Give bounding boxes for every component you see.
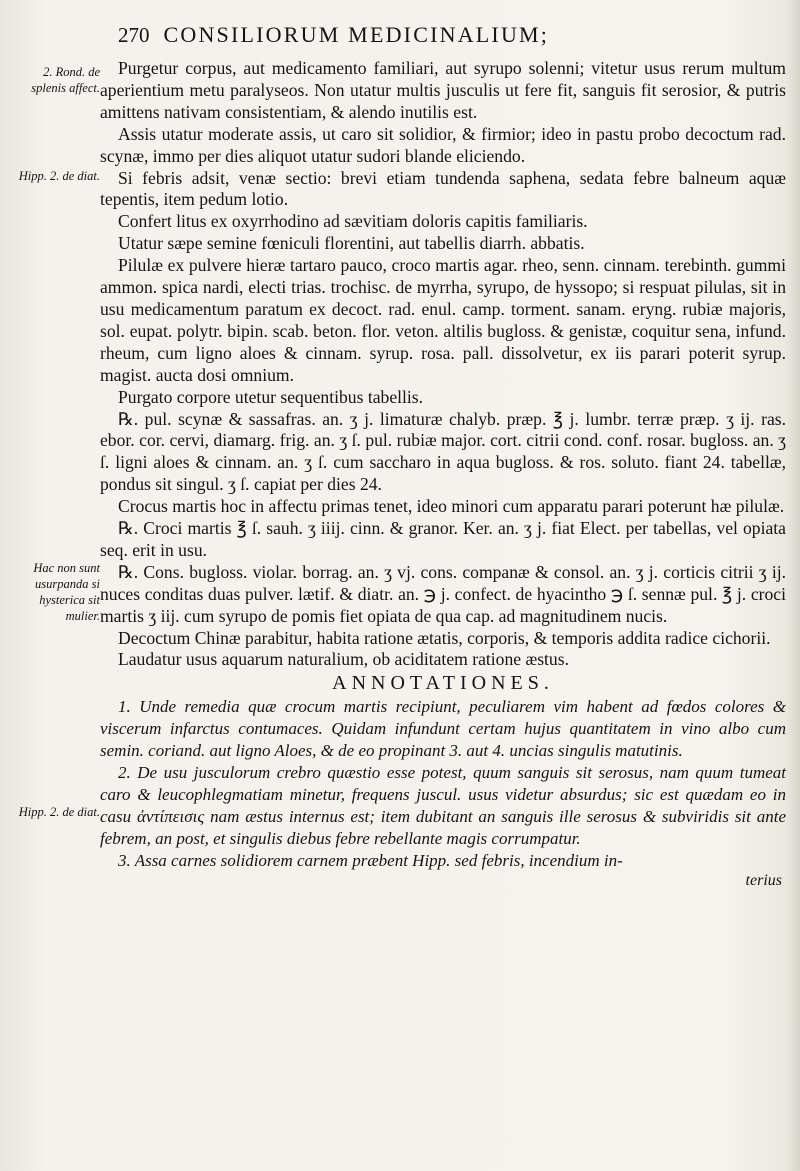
main-text: [100, 58, 786, 890]
page-number: 270: [118, 23, 150, 47]
page-header: [118, 22, 788, 52]
margin-note: Hipp. 2. de diat.: [18, 805, 100, 819]
paragraph: Pilulæ ex pulvere hieræ tartaro pauco, croco martis agar. rheo, senn. cinnam. terebinth. gummi ammon. spica nardi, electi trias. trochisc. de myrrha, syrupo, de hyssopo; si respuat pilulas, sit in usu medicamentum paratum ex decoct. rad. enul. camp. torment. sanam. eryng. rubiæ majoris, sol. eupat. polytr. bipin. scab. beton. flor. veton. altilis bugloss. & genistæ, coquitur sena, infund. rheum, cum ligno aloes & cinnam. syrup. rosa. pall. dissolvetur, ex iis parari poterit syrup. magist. aucta dosi omnium.: [100, 255, 786, 385]
margin-note: Hac non sunt usurpanda si hysterica sit mulier.: [33, 561, 100, 623]
annotation: 1. Unde remedia quæ crocum martis recipiunt, peculiarem vim habent ad fœdos colores & viscerum infarctus contumaces. Quidam infundunt certam hujus quantitatem in vino albo cum semin. coriand. aut ligno Aloes, & de eo propinant 3. aut 4. uncias singulis matutinis.: [100, 697, 786, 761]
page-edge-shadow: [786, 0, 800, 1171]
prescription: ℞. Croci martis ℥ ſ. sauh. ʒ iiij. cinn. & granor. Ker. an. ʒ j. fiat Elect. per tabellas, vel opiata seq. erit in usu.: [100, 518, 786, 560]
paragraph: Purgetur corpus, aut medicamento familiari, aut syrupo solenni; vitetur usus rerum multum aperientium metu paralyseos. Non utatur multis jusculis ut fere fit, sanguis fit serosior, & putris amittens nativam consistentiam, & alendo inutilis est.: [100, 58, 786, 122]
paragraph: Confert litus ex oxyrrhodino ad sævitiam doloris capitis familiaris.: [118, 211, 588, 232]
prescription: ℞. pul. scynæ & sassafras. an. ʒ j. limaturæ chalyb. præp. ℥ j. lumbr. terræ præp. ʒ ij. ras. ebor. cor. cervi, diamarg. frig. an. ʒ ſ. pul. rubiæ major. cort. citrii cond. conf. rosar. bugloss. an. ʒ ſ. ligni aloes & cinnam. an. ʒ ſ. cum saccharo in aqua bugloss. & ros. soluto. fiant 24. tabellæ, pondus sit singul. ʒ ſ. capiat per dies 24.: [100, 408, 786, 495]
paragraph: Purgato corpore utetur sequentibus tabellis.: [118, 386, 424, 407]
annotation: 3. Assa carnes solidiorem carnem præbent Hipp. sed febris, incendium in-: [118, 850, 623, 870]
prescription: ℞. Cons. bugloss. violar. borrag. an. ʒ vj. cons. companæ & consol. an. ʒ j. corticis citrii ʒ ij. nuces conditas duas pulver. lætif. & diatr. an. ℈ j. confect. de hyacintho ℈ ſ. sennæ pul. ℥ j. croci martis ʒ iij. cum syrupo de pomis fiet opiata de qua cap. ad magnitudinem nucis.: [100, 561, 786, 626]
paragraph: Laudatur usus aquarum naturalium, ob aciditatem ratione æstus.: [118, 649, 569, 670]
paragraph: Assis utatur moderate assis, ut caro sit solidior, & firmior; ideo in pastu probo decoctum rad. scynæ, immo per dies aliquot utatur sudori blande eliciendo.: [100, 123, 786, 166]
margin-note: 2. Rond. de splenis affect.: [31, 65, 100, 95]
paragraph: Si febris adsit, venæ sectio: brevi etiam tundenda saphena, sedata febre balneum aquæ tepentis, item pedum lotio.: [100, 167, 786, 210]
paragraph: Crocus martis hoc in affectu primas tenet, ideo minori cum apparatu parari poterunt hæ pilulæ.: [118, 496, 785, 517]
annotations-heading: ANNOTATIONES.: [332, 672, 554, 695]
running-title: CONSILIORUM MEDICINALIUM;: [163, 22, 550, 47]
paragraph: Decoctum Chinæ parabitur, habita ratione ætatis, corporis, & temporis addita radice cichorii.: [118, 627, 771, 648]
catchword: terius: [745, 871, 782, 889]
margin-note: Hipp. 2. de diat.: [18, 169, 100, 183]
annotation: 2. De usu jusculorum crebro quæstio esse potest, quum sanguis sit serosus, nam quum tumeat caro & leucophlegmatiam minetur, frequens juscul. usus videtur absurdus; sic est quædam eo in casu ἀντίπεισις nam æstus internus est; item dubitant an sanguis ille serosus & subviridis sit ante febrem, an post, et singulis diebus febre rebellante magis corrumpatur.: [100, 763, 786, 848]
paragraph: Utatur sæpe semine fœniculi florentini, aut tabellis diarrh. abbatis.: [118, 233, 585, 254]
